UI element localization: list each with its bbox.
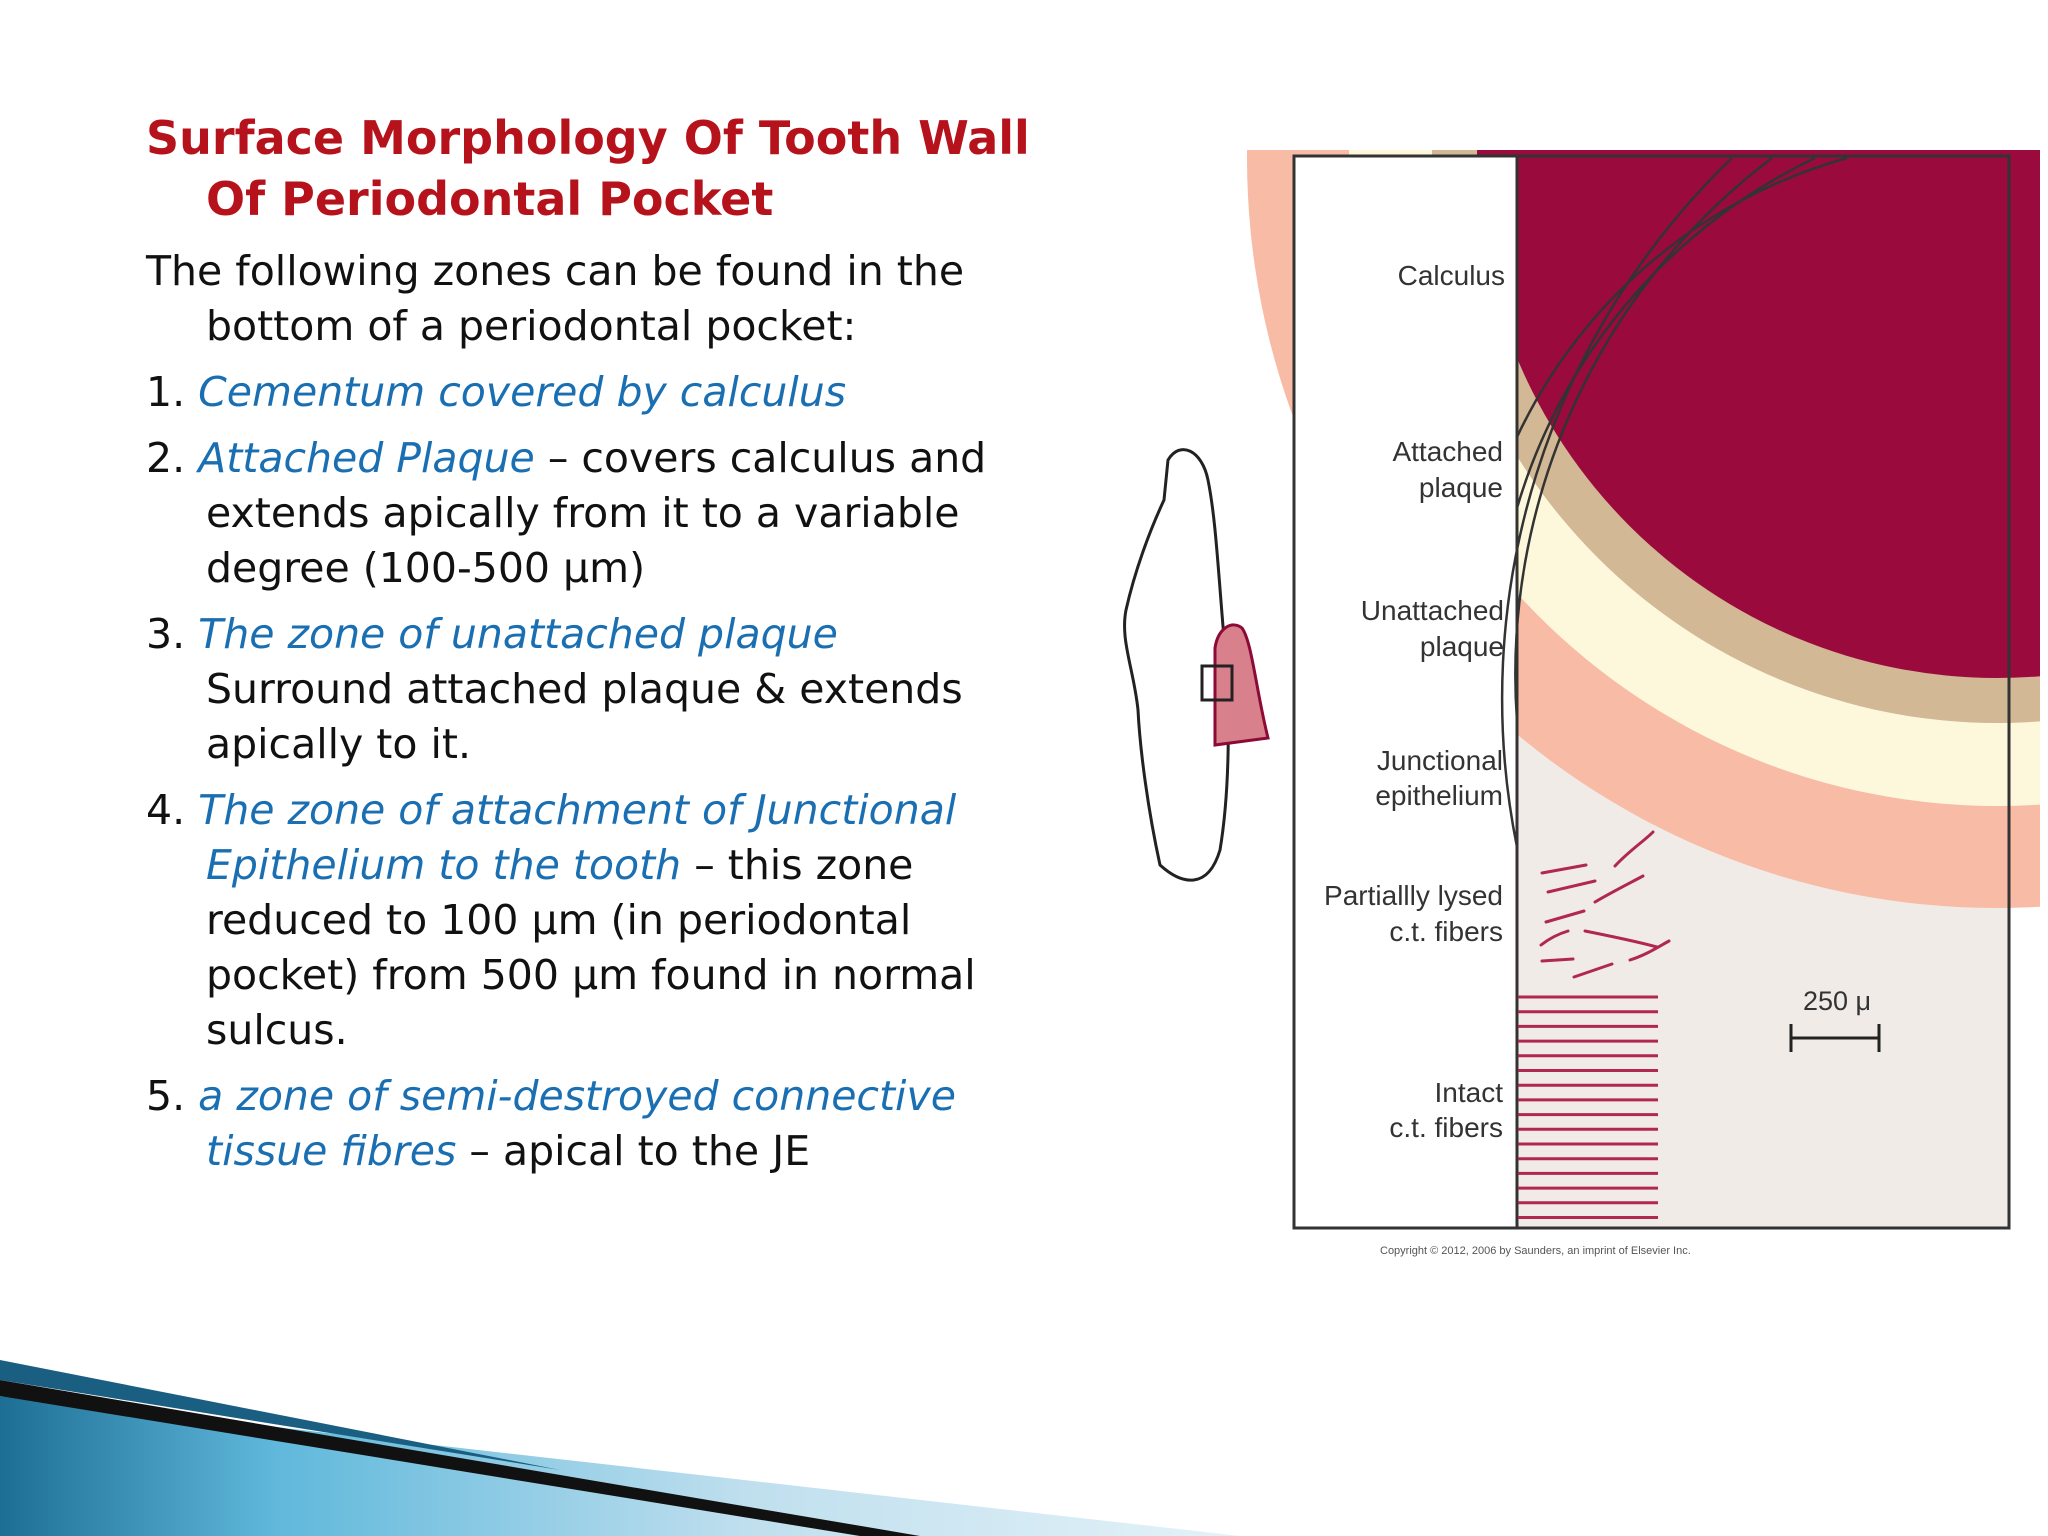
copyright-note: Copyright © 2012, 2006 by Saunders, an imprint of Elsevier Inc. <box>1380 1245 1691 1257</box>
scale-bar-label: 250 μ <box>1803 986 1872 1016</box>
list-item-1 <box>146 365 1076 420</box>
label-intact-fibers-1: Intact <box>1434 1077 1503 1108</box>
item-text: – covers calculus and <box>534 434 987 482</box>
item-highlight: a zone of semi-destroyed connective <box>198 1072 956 1120</box>
label-attached-plaque-1: Attached <box>1392 436 1503 467</box>
item-text: pocket) from 500 μm found in normal <box>206 951 976 999</box>
item-text: apically to it. <box>206 720 471 768</box>
item-highlight: Attached Plaque <box>198 434 535 482</box>
label-calculus: Calculus <box>1397 260 1505 291</box>
item-highlight: Cementum covered by calculus <box>198 368 847 416</box>
item-number: 2. <box>146 434 186 482</box>
list-item-3 <box>146 607 1076 772</box>
item-text: sulcus. <box>206 1006 348 1054</box>
decorative-ribbon <box>0 1280 2048 1536</box>
label-attached-plaque-2: plaque <box>1418 472 1503 503</box>
list-item-4 <box>146 783 1076 1058</box>
intro-line-1: The following zones can be found in the <box>146 247 965 295</box>
list-item-5 <box>146 1069 1076 1179</box>
tooth-sketch <box>1125 450 1268 881</box>
item-number: 3. <box>146 610 186 658</box>
list-item-2 <box>146 431 1076 596</box>
item-highlight: The zone of attachment of Junctional <box>198 786 957 834</box>
intro-paragraph <box>146 244 1076 354</box>
title-line-2: Of Periodontal Pocket <box>206 172 774 226</box>
item-text: reduced to 100 μm (in periodontal <box>206 896 912 944</box>
label-unattached-plaque-1: Unattached <box>1360 595 1504 626</box>
item-number: 5. <box>146 1072 186 1120</box>
fiber-segment <box>1542 959 1573 961</box>
intro-line-2: bottom of a periodontal pocket: <box>206 302 857 350</box>
item-number: 4. <box>146 786 186 834</box>
label-partially-lysed-2: c.t. fibers <box>1389 916 1503 947</box>
item-text: extends apically from it to a variable <box>206 489 960 537</box>
label-unattached-plaque-2: plaque <box>1419 631 1504 662</box>
title-line-1: Surface Morphology Of Tooth Wall <box>146 111 1030 165</box>
label-junctional-epithelium-2: epithelium <box>1375 780 1503 811</box>
label-intact-fibers-2: c.t. fibers <box>1389 1112 1503 1143</box>
label-partially-lysed-1: Partiallly lysed <box>1324 880 1503 911</box>
item-text: – apical to the JE <box>456 1127 811 1175</box>
slide-title <box>146 108 1046 230</box>
item-text: – this zone <box>681 841 914 889</box>
item-highlight-2: Epithelium to the tooth <box>206 841 682 889</box>
item-highlight: The zone of unattached plaque <box>198 610 838 658</box>
slide-body <box>146 244 1076 1179</box>
gingiva-pocket <box>1215 625 1268 745</box>
item-text: degree (100-500 μm) <box>206 544 646 592</box>
tooth-wall-zones-figure <box>1090 150 2040 1260</box>
label-junctional-epithelium-1: Junctional <box>1376 745 1503 776</box>
tooth-surface-strip <box>1295 157 1517 1227</box>
item-text: Surround attached plaque & extends <box>206 665 963 713</box>
item-highlight-2: tissue fibres <box>206 1127 457 1175</box>
item-number: 1. <box>146 368 186 416</box>
